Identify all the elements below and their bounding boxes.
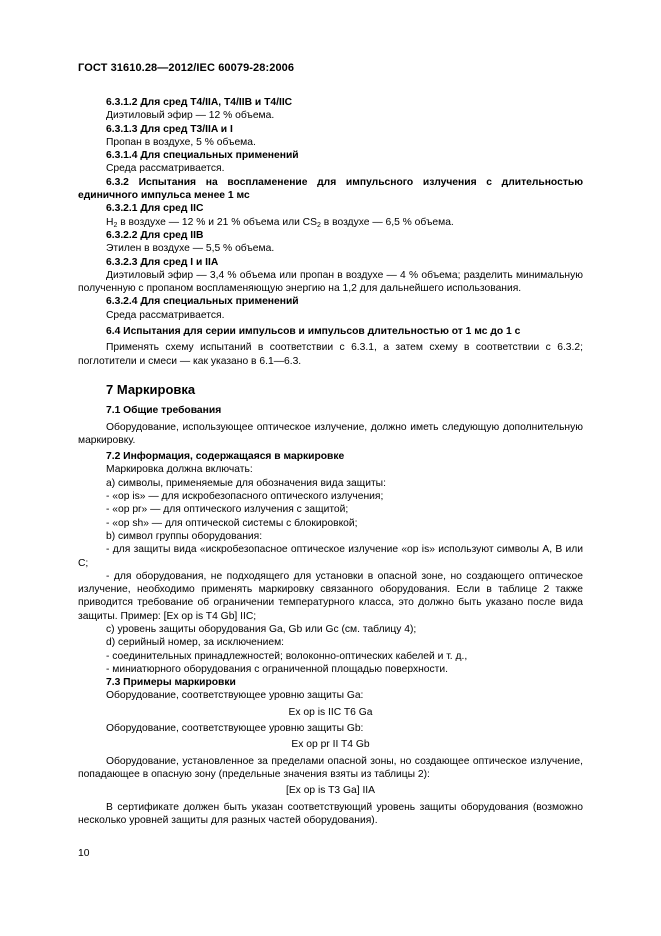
list-item: - «op pr» — для оптического излучения с защитой;: [106, 504, 349, 516]
paragraph: Оборудование, использующее оптическое излучение, должно иметь следующую дополнительную маркировку.: [78, 421, 583, 446]
paragraph: Среда рассматривается.: [106, 309, 225, 321]
paragraph: Оборудование, установленное за пределами опасной зоны, но создающее оптическое излучение, попадающее в опасную зону (предельные значения взяты из таблицы 2):: [78, 755, 583, 780]
list-item: b) символ группы оборудования:: [106, 530, 263, 542]
paragraph: Оборудование, соответствующее уровню защиты Gb:: [106, 723, 364, 735]
section-6-3-1-2-heading: 6.3.1.2 Для сред T4/IIA, T4/IIB и T4/IIC: [106, 97, 293, 108]
list-item: - «op is» — для искробезопасного оптического излучения;: [106, 491, 384, 503]
section-7-3-heading: 7.3 Примеры маркировки: [106, 677, 236, 689]
section-6-3-2-heading: 6.3.2 Испытания на воспламенение для импульсного излучения с длительностью единичного импульса менее 1 мс: [78, 176, 583, 202]
section-6-3-1-3-heading: 6.3.1.3 Для сред T3/IIA и I: [106, 123, 233, 135]
paragraph: Оборудование, соответствующее уровню защиты Ga:: [106, 690, 364, 702]
paragraph: Этилен в воздухе — 5,5 % объема.: [106, 243, 275, 255]
list-item: - для оборудования, не подходящего для установки в опасной зоне, но создающего оптическое излучение, необходимо применять маркировку связанного оборудования. Если в таблице 2 также приводится требование об ограничении температурного класса, это должно быть указано после вида защиты. Пример: [Ex op is T4 Gb] IIC;: [78, 570, 583, 622]
text-fragment: H: [106, 216, 114, 228]
section-6-3-2-1-heading: 6.3.2.1 Для сред IIC: [106, 203, 204, 215]
section-6-3-2-4-heading: 6.3.2.4 Для специальных применений: [106, 296, 299, 308]
list-item: - миниатюрного оборудования с ограниченной площадью поверхности.: [106, 663, 449, 675]
subscript: 2: [317, 221, 321, 229]
section-7-heading: 7 Маркировка: [106, 381, 196, 397]
paragraph: Диэтиловый эфир — 12 % объема.: [106, 110, 275, 122]
list-item: с) уровень защиты оборудования Ga, Gb или Gc (см. таблицу 4);: [106, 623, 417, 635]
paragraph: В сертификате должен быть указан соответствующий уровень защиты оборудования (возможно несколько уровней защиты для разных частей оборудования).: [78, 801, 583, 826]
section-7-1-heading: 7.1 Общие требования: [106, 405, 222, 417]
paragraph: Маркировка должна включать:: [106, 464, 253, 476]
list-item: - для защиты вида «искробезопасное оптическое излучение «op is» используют символы А, В или С;: [78, 544, 583, 569]
paragraph: Пропан в воздухе, 5 % объема.: [106, 136, 256, 148]
section-7-2-heading: 7.2 Информация, содержащаяся в маркировке: [106, 451, 345, 463]
text-fragment: в воздухе — 6,5 % объема.: [320, 216, 454, 228]
paragraph-h2-cs2: [78, 216, 583, 229]
marking-example: Ex op pr II T4 Gb: [291, 739, 370, 751]
list-item: - соединительных принадлежностей; волоконно-оптических кабелей и т. д.,: [106, 650, 468, 662]
page-body: [78, 96, 583, 827]
section-6-3-1-4-heading: 6.3.1.4 Для специальных применений: [106, 150, 299, 162]
document-header: ГОСТ 31610.28—2012/IEC 60079-28:2006: [78, 62, 295, 74]
subscript: 2: [113, 221, 118, 229]
section-6-3-2-2-heading: 6.3.2.2 Для сред IIB: [106, 229, 204, 241]
paragraph: Применять схему испытаний в соответствии с 6.3.1, а затем схему в соответствии с 6.3.2; поглотители и смеси — как указано в 6.1—6.3.: [78, 342, 583, 367]
text-fragment: в воздухе — 12 % и 21 % объема или CS: [117, 216, 317, 228]
list-item: - «op sh» — для оптической системы с блокировкой;: [106, 517, 358, 529]
paragraph: Диэтиловый эфир — 3,4 % объема или пропан в воздухе — 4 % объема; разделить минимальную полученную с пропаном воспламеняющую энергию на 1,2 для дальнейшего использования.: [78, 269, 583, 295]
marking-example: [Ex op is T3 Ga] IIA: [285, 785, 376, 797]
section-6-3-2-3-heading: 6.3.2.3 Для сред I и IIA: [106, 256, 219, 268]
paragraph: Среда рассматривается.: [106, 163, 225, 175]
list-item: d) серийный номер, за исключением:: [106, 637, 285, 649]
page-number: 10: [78, 848, 90, 859]
marking-example: Ex op is IIC T6 Ga: [288, 706, 373, 718]
section-6-4-heading: 6.4 Испытания для серии импульсов и импульсов длительностью от 1 мс до 1 с: [106, 326, 521, 338]
list-item: а) символы, применяемые для обозначения вида защиты:: [106, 477, 386, 489]
